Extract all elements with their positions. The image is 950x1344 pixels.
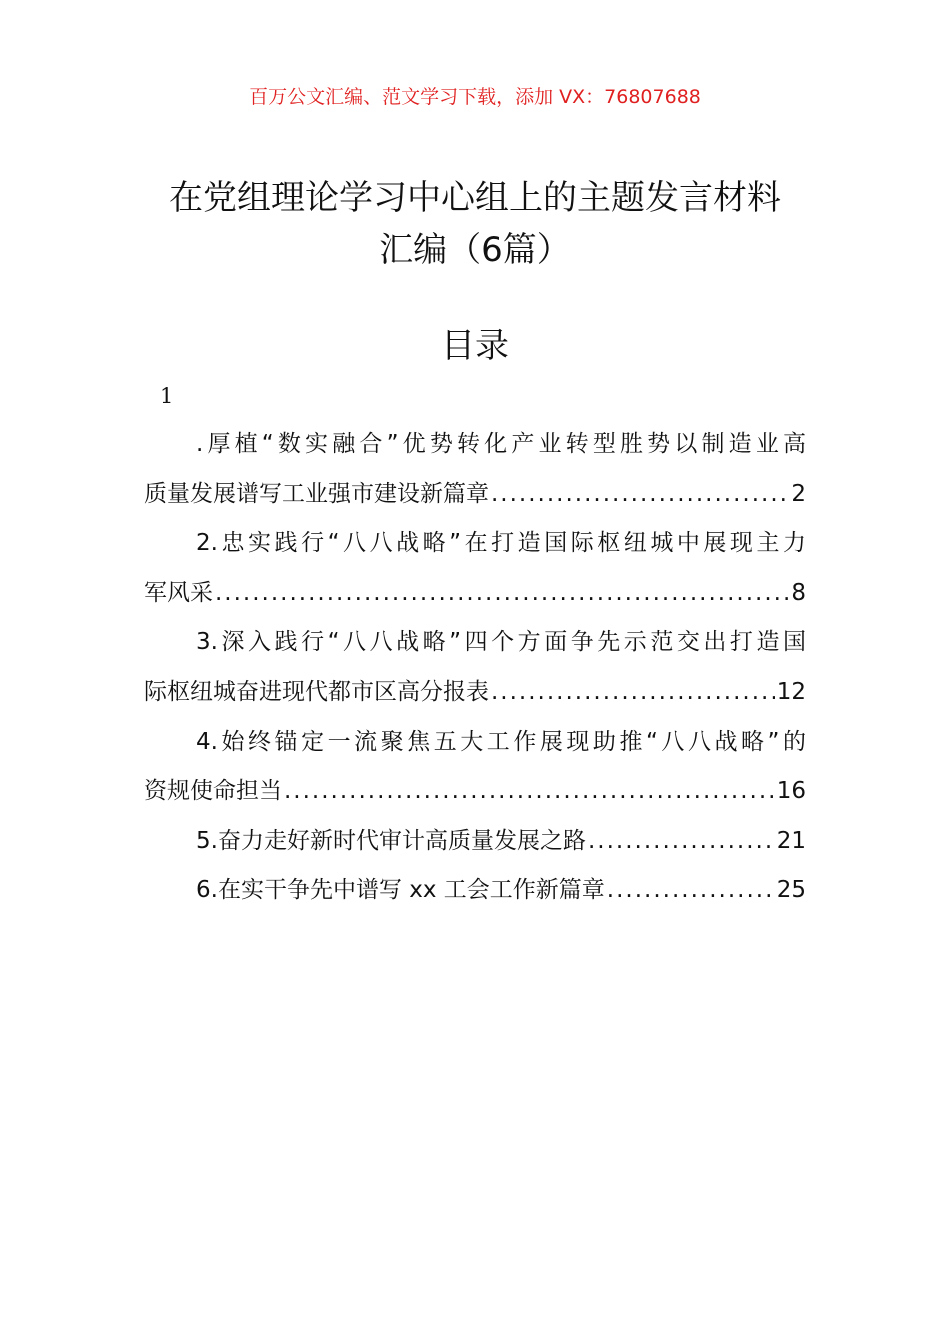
toc-entry-4-text-2: 资规使命担当 <box>144 778 282 805</box>
document-title <box>60 172 890 276</box>
toc-entry-3-leader <box>491 668 775 718</box>
toc-entry-5-line-1[interactable] <box>144 817 806 867</box>
toc-entry-3-text-2: 际枢纽城奋进现代都市区高分报表 <box>144 678 489 705</box>
toc-entry-6-page: 25 <box>776 877 806 904</box>
toc-entry-3-page: 12 <box>776 678 806 705</box>
toc-entry-5-leader <box>588 817 775 867</box>
toc-entry-3-line-2[interactable] <box>144 668 806 718</box>
toc-entry-2-text-2: 军风采 <box>144 579 213 606</box>
toc-entry-5-page: 21 <box>776 827 806 854</box>
toc-entry-4-line-1[interactable] <box>144 718 806 768</box>
toc-entry-1-text-2: 质量发展谱写工业强市建设新篇章 <box>144 480 489 507</box>
toc-entry-3-text-1: 3.深入践行“八八战略”四个方面争先示范交出打造国 <box>196 629 806 656</box>
stray-page-number: 1 <box>160 384 174 408</box>
toc-entry-1-text-1: .厚植“数实融合”优势转化产业转型胜势以制造业高 <box>196 431 806 457</box>
toc-entry-1-page: 2 <box>791 480 806 507</box>
document-title-line-2: 汇编（6篇） <box>379 230 571 270</box>
toc-entry-4-page: 16 <box>776 778 806 805</box>
toc-entry-2-line-1[interactable] <box>144 519 806 569</box>
toc-entry-5-text-1: 5.奋力走好新时代审计高质量发展之路 <box>196 827 586 854</box>
toc-entry-2-page: 8 <box>791 579 806 606</box>
toc-entry-3-line-1[interactable] <box>144 618 806 668</box>
toc-entry-6-line-1[interactable] <box>144 866 806 916</box>
document-title-line-1: 在党组理论学习中心组上的主题发言材料 <box>169 178 781 218</box>
toc-entry-1-line-2[interactable] <box>144 470 806 520</box>
toc-entry-4-text-1: 4.始终锚定一流聚焦五大工作展现助推“八八战略”的 <box>196 728 806 755</box>
toc-entry-4-line-2[interactable] <box>144 767 806 817</box>
toc-entry-6-text-1: 6.在实干争先中谱写 xx 工会工作新篇章 <box>196 877 605 904</box>
header-banner: 百万公文汇编、范文学习下载，添加 VX：76807688 <box>249 86 701 108</box>
toc-entry-4-leader <box>284 767 775 817</box>
toc-entry-2-leader <box>215 569 789 619</box>
toc-heading: 目录 <box>441 326 509 366</box>
toc-entry-1-leader <box>491 470 789 520</box>
toc-entry-6-leader <box>607 866 775 916</box>
toc-entry-1-line-1[interactable] <box>144 420 806 470</box>
toc-entry-2-line-2[interactable] <box>144 569 806 619</box>
table-of-contents <box>144 420 806 916</box>
toc-entry-2-text-1: 2.忠实践行“八八战略”在打造国际枢纽城中展现主力 <box>196 530 806 557</box>
